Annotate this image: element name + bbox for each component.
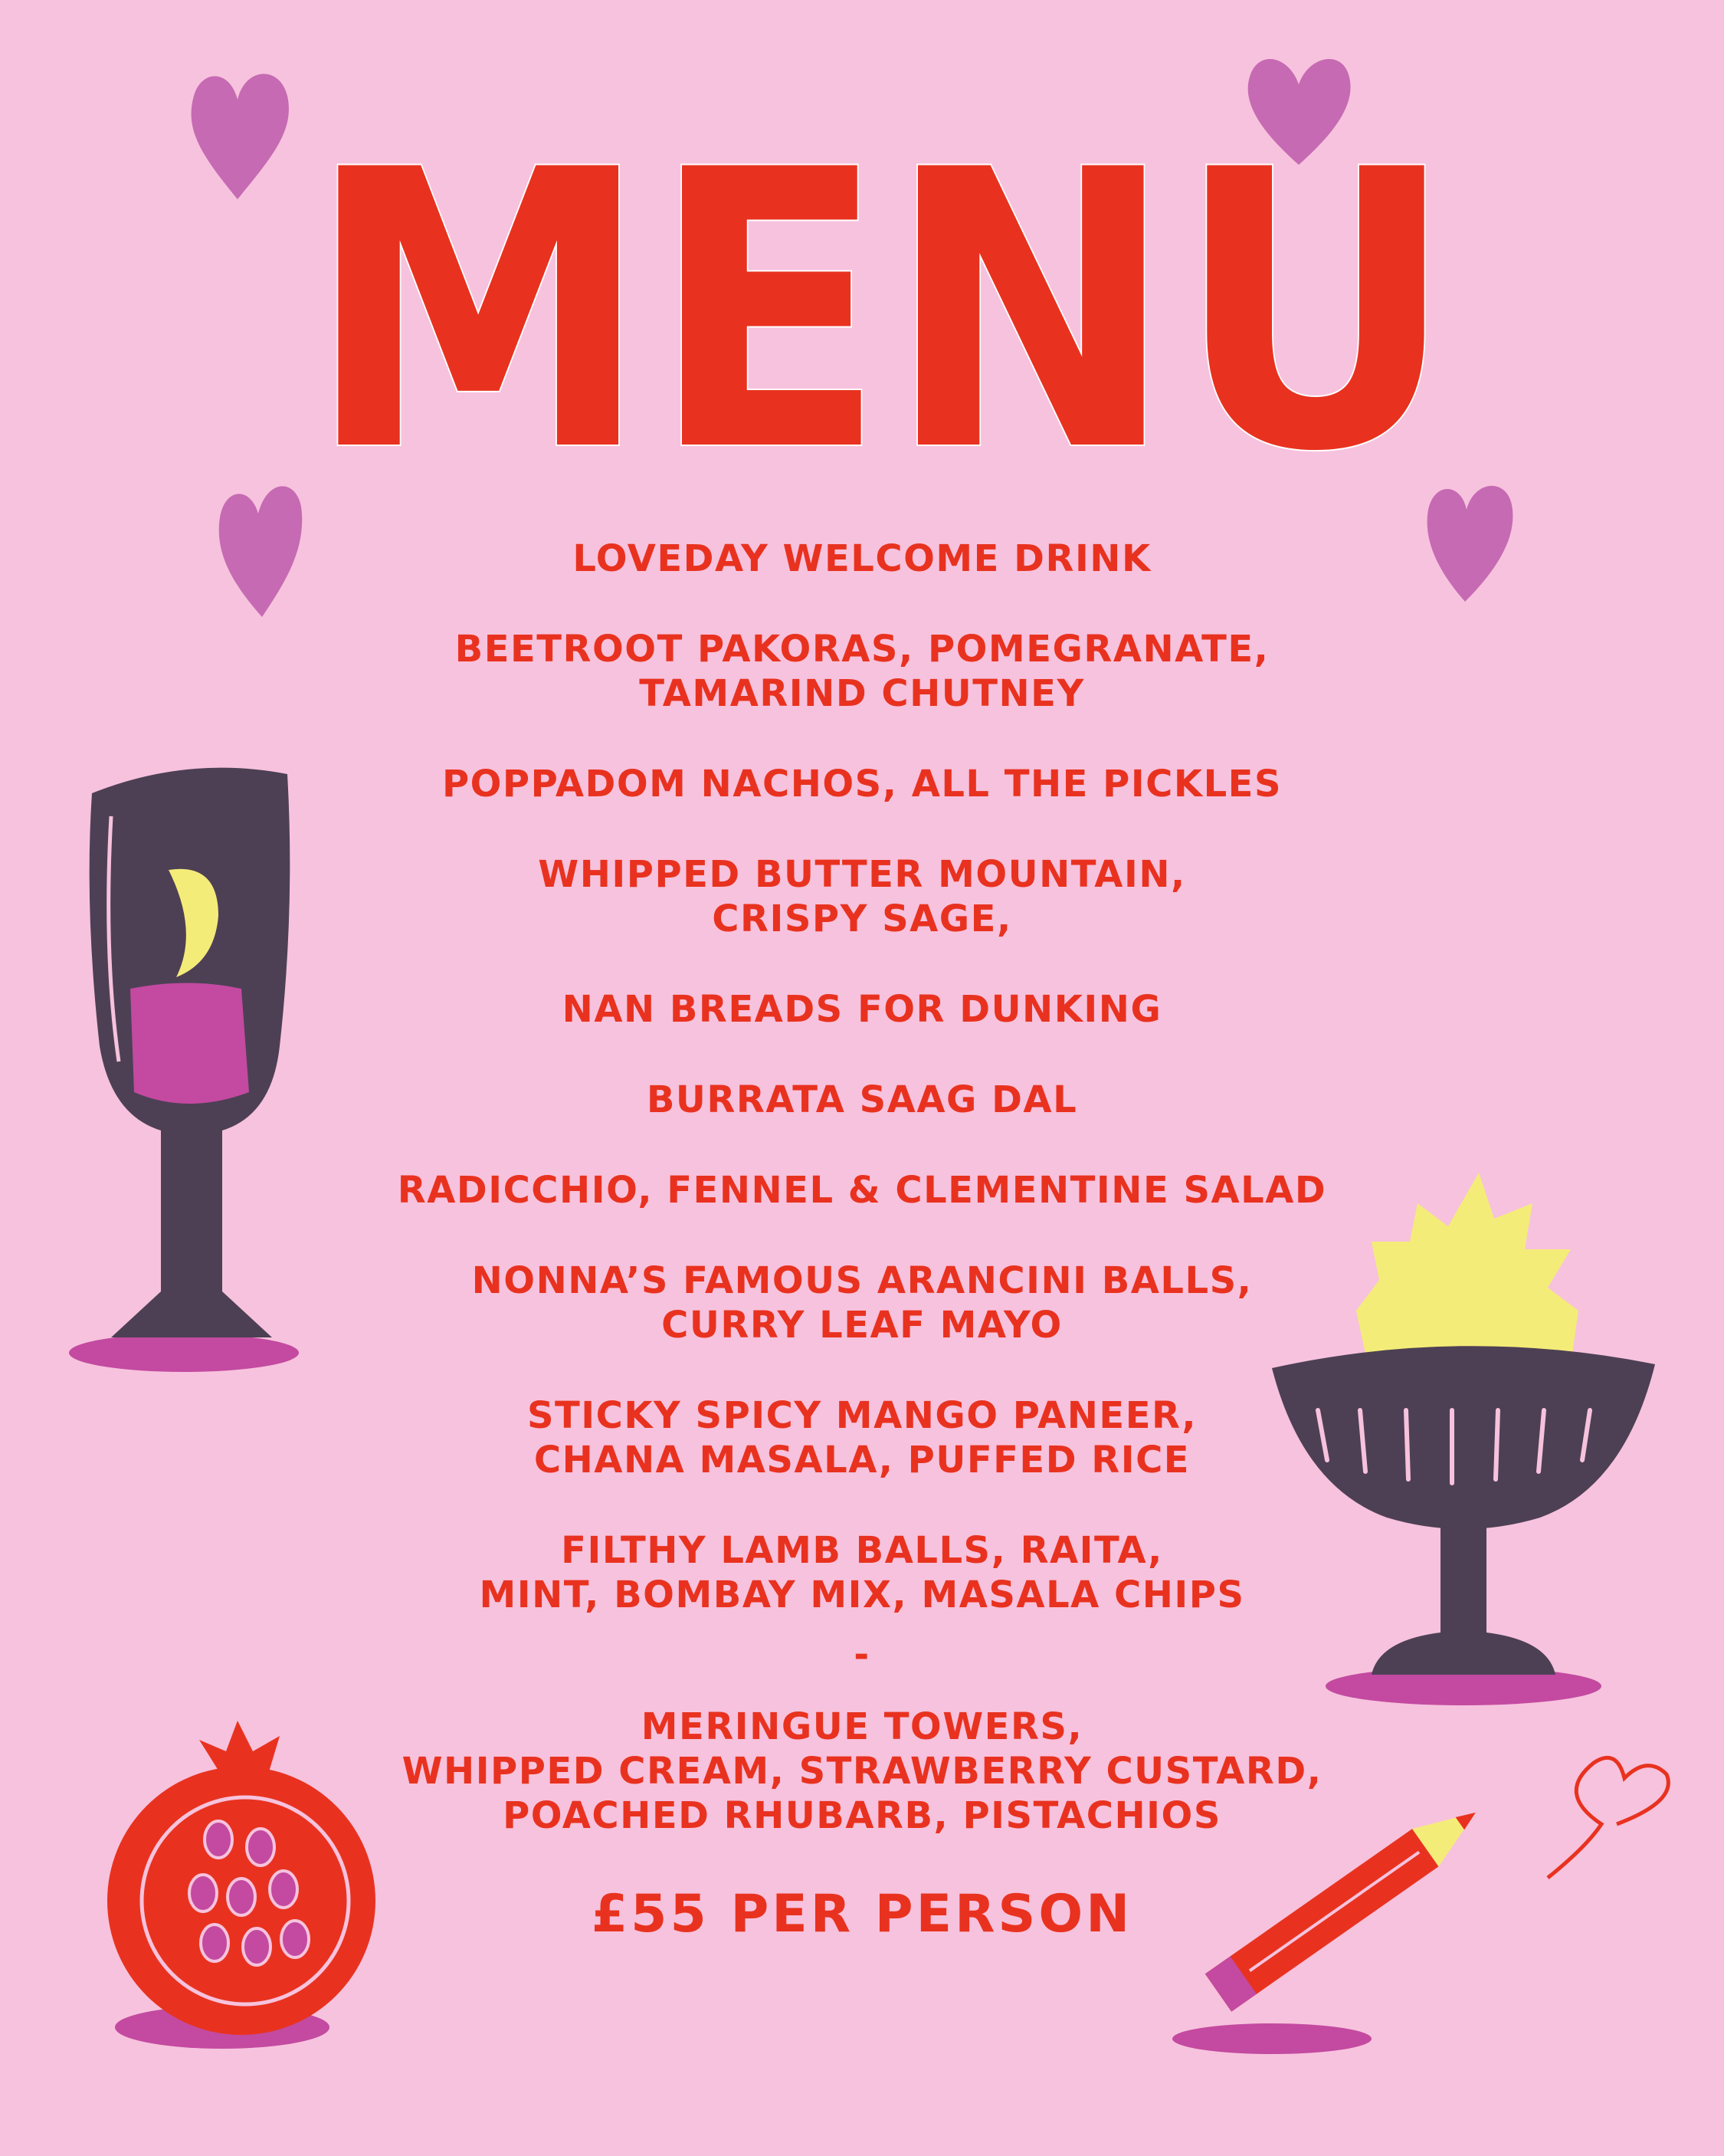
menu-item-line: STICKY SPICY MANGO PANEER, bbox=[526, 1394, 1198, 1437]
dessert-line: POACHED RHUBARB, PISTACHIOS bbox=[503, 1794, 1221, 1837]
menu-item bbox=[230, 1168, 1494, 1213]
menu-item bbox=[230, 1528, 1494, 1617]
course-separator: - bbox=[854, 1633, 870, 1676]
menu-item-line: NAN BREADS FOR DUNKING bbox=[562, 988, 1162, 1031]
menu-item-line: CRISPY SAGE, bbox=[712, 898, 1012, 940]
menu-item-line: BURRATA SAAG DAL bbox=[646, 1078, 1078, 1121]
menu-item bbox=[230, 627, 1494, 716]
menu-item-line: WHIPPED BUTTER MOUNTAIN, bbox=[538, 853, 1186, 896]
menu-title-text: MENU bbox=[306, 92, 1456, 491]
menu-item bbox=[230, 1393, 1494, 1482]
menu-list bbox=[230, 537, 1494, 1945]
menu-item bbox=[230, 987, 1494, 1032]
menu-item-line: RADICCHIO, FENNEL & CLEMENTINE SALAD bbox=[397, 1169, 1327, 1212]
price-label: £55 PER PERSON bbox=[591, 1884, 1133, 1944]
menu-item-line: MINT, BOMBAY MIX, MASALA CHIPS bbox=[479, 1574, 1245, 1616]
menu-item-line: TAMARIND CHUTNEY bbox=[639, 672, 1085, 715]
menu-item-line: CURRY LEAF MAYO bbox=[661, 1304, 1063, 1347]
menu-item-line: LOVEDAY WELCOME DRINK bbox=[572, 537, 1152, 580]
menu-item-line: POPPADOM NACHOS, ALL THE PICKLES bbox=[441, 763, 1283, 806]
menu-item-line: BEETROOT PAKORAS, POMEGRANATE, bbox=[454, 628, 1270, 671]
dessert-item bbox=[230, 1705, 1494, 1838]
menu-item bbox=[230, 762, 1494, 806]
menu-item-line: CHANA MASALA, PUFFED RICE bbox=[533, 1439, 1191, 1482]
menu-item-line: FILTHY LAMB BALLS, RAITA, bbox=[561, 1529, 1163, 1572]
menu-item bbox=[230, 852, 1494, 941]
menu-item bbox=[230, 537, 1494, 581]
menu-item bbox=[230, 1078, 1494, 1122]
menu-title bbox=[276, 92, 1486, 491]
dessert-line: WHIPPED CREAM, STRAWBERRY CUSTARD, bbox=[402, 1750, 1322, 1793]
dessert-line: MERINGUE TOWERS, bbox=[641, 1705, 1083, 1748]
menu-item bbox=[230, 1258, 1494, 1347]
menu-item-line: NONNA’S FAMOUS ARANCINI BALLS, bbox=[471, 1259, 1253, 1302]
